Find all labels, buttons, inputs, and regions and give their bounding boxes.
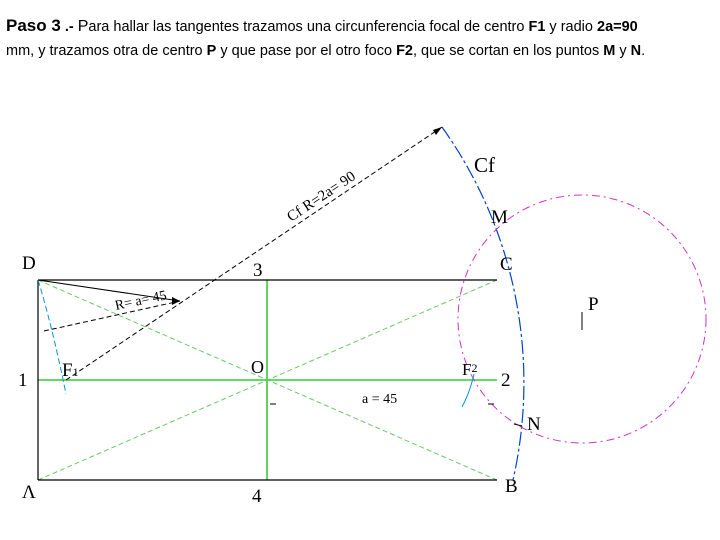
radius-a-annotation: R= a= 45 [113,288,169,314]
a-dimension-annotation: a = 45 [362,392,398,407]
label-a: Λ [22,482,36,503]
label-1: 1 [18,370,28,391]
label-f1: F1 [62,360,79,381]
caption-text: . [641,43,646,59]
label-p: P [588,294,599,315]
caption-text: , que se cortan en los puntos [413,43,604,59]
label-cf: Cf [474,153,495,177]
label-3: 3 [253,260,263,281]
arrowhead-icon [433,127,442,135]
label-o: O [251,357,264,377]
step-separator: .- [60,19,78,35]
radius-a-dash [44,301,180,331]
point-p-ref: P [206,43,217,59]
lead-letter: P [77,18,89,35]
point-m-ref: M [603,43,616,59]
label-b: B [505,476,518,497]
radius-ref: 2a=90 [597,19,638,35]
step-title: Paso 3 [6,16,61,35]
n-tick [514,424,522,426]
caption-text: mm, y trazamos otra de centro [6,43,207,59]
label-4: 4 [252,486,262,507]
focal-radius-line [66,127,442,380]
caption-text: y que pase por el otro foco [216,43,397,59]
point-n-ref: N [630,43,642,59]
focal-radius-annotation: Cf R=2a= 90 [284,168,359,226]
label-2: 2 [501,370,511,391]
focus-f1-ref: F1 [528,19,546,35]
label-n: N [527,414,541,435]
focus-f2-ref: F2 [396,43,413,59]
label-m: M [491,207,508,228]
label-c: C [500,254,513,275]
caption-text: ara hallar las tangentes trazamos una circunferencia focal de centro [88,19,529,35]
label-f2: F2 [462,360,478,379]
focal-circle-arc [442,127,524,480]
caption-text: y [615,43,631,59]
caption-text: y radio [545,19,597,35]
label-d: D [22,253,36,274]
